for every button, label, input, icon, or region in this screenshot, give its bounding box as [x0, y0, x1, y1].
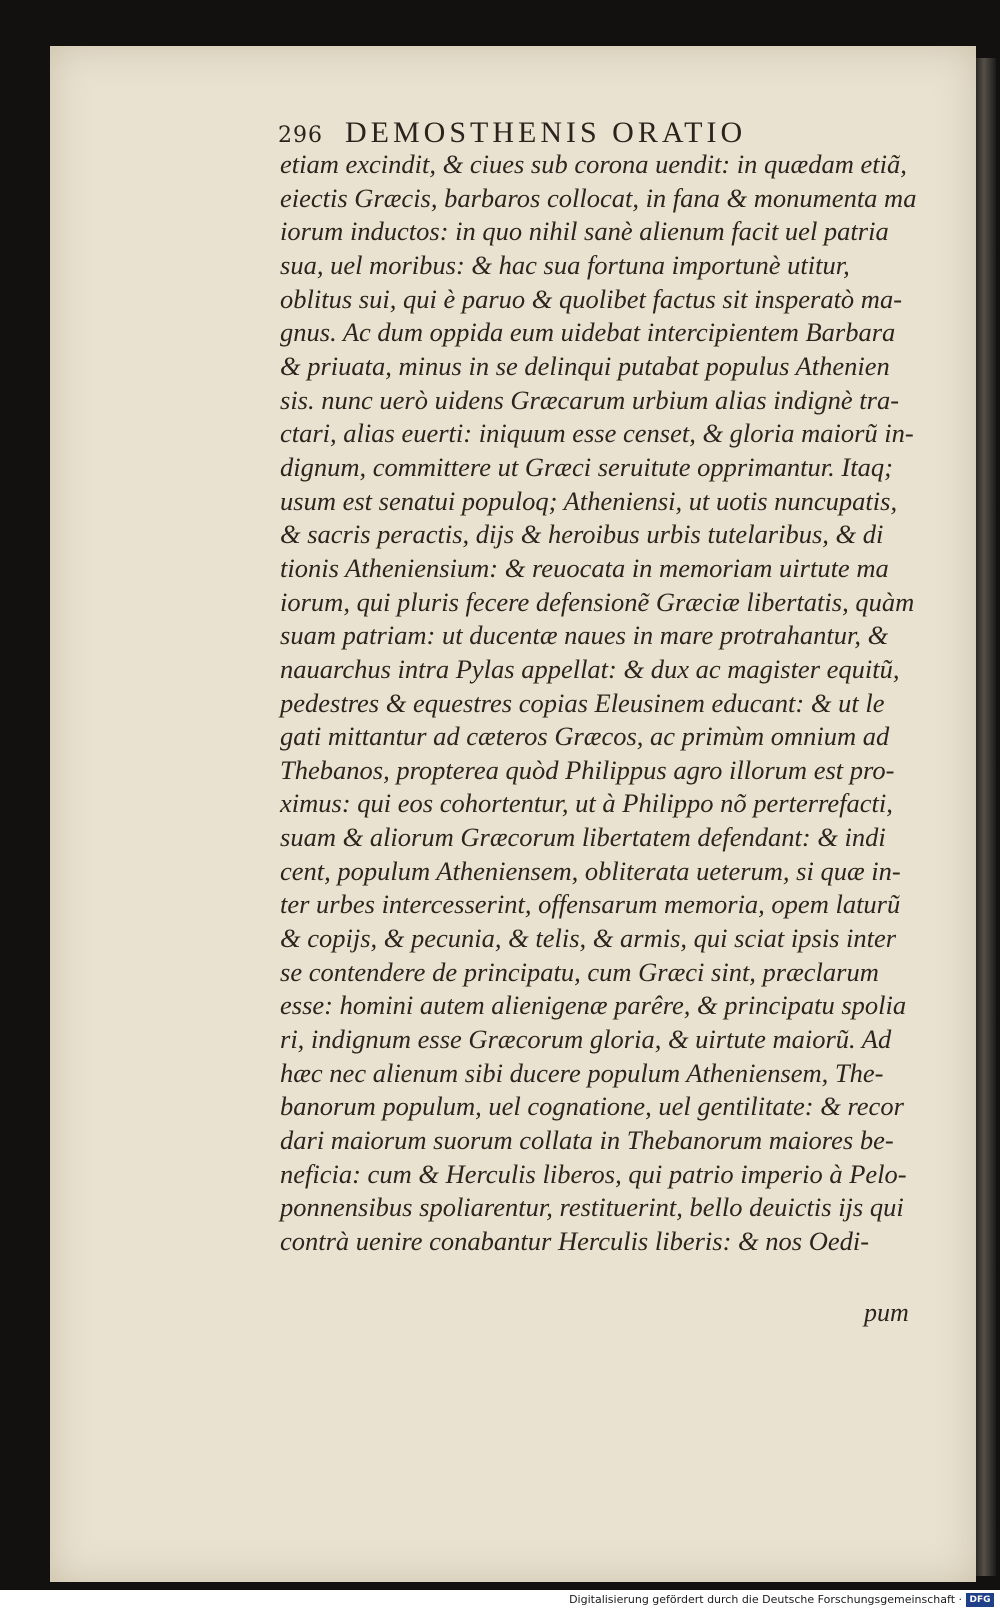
text-line: gati mittantur ad cæteros Græcos, ac primùm omnium ad [280, 721, 890, 752]
running-head [278, 116, 858, 150]
text-line: dari maiorum suorum collata in Thebanorum maiores be- [280, 1125, 894, 1156]
text-line: hæc nec alienum sibi ducere populum Atheniensem, The- [280, 1057, 884, 1088]
text-line: esse: homini autem alienigenæ parêre, & principatu spolia [280, 990, 907, 1021]
body-text [280, 148, 920, 1259]
text-line: sis. nunc uerò uidens Græcarum urbium alias indignè tra- [280, 384, 900, 415]
text-line: gnus. Ac dum oppida eum uidebat intercipientem Barbara [280, 317, 896, 348]
footer-bar [0, 1590, 1000, 1610]
text-line: & priuata, minus in se delinqui putabat populus Athenien [280, 350, 890, 381]
footer-credit: Digitalisierung gefördert durch die Deutsche Forschungsgemeinschaft · [569, 1593, 962, 1606]
text-line: Thebanos, propterea quòd Philippus agro illorum est pro- [280, 754, 895, 785]
text-line: ter urbes intercesserint, offensarum memoria, opem laturũ [280, 889, 901, 920]
running-head-title: DEMOSTHENIS ORATIO [345, 116, 747, 149]
text-line: ctari, alias euerti: iniquum esse censet, & gloria maiorũ in- [280, 418, 914, 449]
text-line: iorum inductos: in quo nihil sanè alienum facit uel patria [280, 216, 889, 247]
text-line: banorum populum, uel cognatione, uel gentilitate: & recor [280, 1091, 904, 1122]
catchword: pum [864, 1298, 909, 1327]
text-line: & copijs, & pecunia, & telis, & armis, qui sciat ipsis inter [280, 923, 897, 954]
text-line: se contendere de principatu, cum Græci sint, præclarum [280, 956, 879, 987]
text-line: ximus: qui eos cohortentur, ut à Philippo nõ perterrefacti, [280, 788, 893, 819]
text-line: eiectis Græcis, barbaros collocat, in fana & monumenta ma [280, 182, 917, 213]
text-line: etiam excindit, & ciues sub corona uendit: in quædam etiã, [280, 149, 907, 179]
page-edge [976, 58, 996, 1576]
text-line: & sacris peractis, dijs & heroibus urbis tutelaribus, & di [280, 519, 884, 550]
text-line: iorum, qui pluris fecere defensionẽ Græciæ libertatis, quàm [280, 586, 915, 617]
text-line: contrà uenire conabantur Herculis liberis: & nos Oedi- [280, 1226, 870, 1256]
text-line: neficia: cum & Herculis liberos, qui patrio imperio à Pelo- [280, 1158, 907, 1189]
text-line: suam & aliorum Græcorum libertatem defendant: & indi [280, 822, 886, 853]
text-line: tionis Atheniensium: & reuocata in memoriam uirtute ma [280, 552, 889, 583]
dfg-logo: DFG [966, 1593, 994, 1607]
text-line: pedestres & equestres copias Eleusinem educant: & ut le [280, 687, 885, 718]
text-line: ri, indignum esse Græcorum gloria, & uirtute maiorũ. Ad [280, 1024, 892, 1055]
page-number: 296 [278, 123, 323, 148]
text-line: oblitus sui, qui è paruo & quolibet factus sit insperatò ma- [280, 283, 903, 314]
text-line: nauarchus intra Pylas appellat: & dux ac magister equitũ, [280, 653, 900, 684]
text-line: usum est senatui populoq; Atheniensi, ut uotis nuncupatis, [280, 485, 898, 516]
text-line: suam patriam: ut ducentæ naues in mare protrahantur, & [280, 620, 889, 651]
text-line: sua, uel moribus: & hac sua fortuna importunè utitur, [280, 249, 850, 280]
text-line: dignum, committere ut Græci seruitute opprimantur. Itaq; [280, 451, 893, 482]
text-line: cent, populum Atheniensem, obliterata ueterum, si quæ in- [280, 855, 901, 886]
text-line: ponnensibus spoliarentur, restituerint, bello deuictis ijs qui [280, 1192, 904, 1223]
